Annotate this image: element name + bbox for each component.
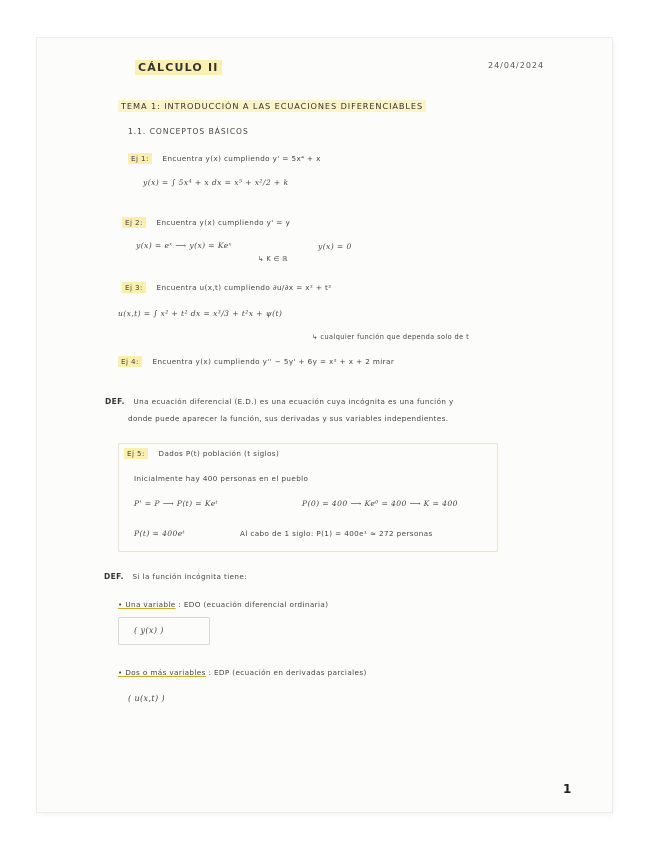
definition-2 xyxy=(104,572,247,581)
example-2-note: ↳ K ∈ ℝ xyxy=(258,255,288,263)
example-5-text: Dados P(t) población (t siglos) xyxy=(158,449,280,458)
definition-1-line-1 xyxy=(105,397,454,406)
example-4-text: Encuentra y(x) cumpliendo y'' − 5y' + 6y = x² + x + 2 mirar xyxy=(152,357,395,366)
example-3-label: Ej 3: xyxy=(122,282,146,293)
example-2-solution-a: y(x) = eˣ ⟶ y(x) = Keˣ xyxy=(136,241,232,250)
bullet-2-text: : EDP (ecuación en derivadas parciales) xyxy=(208,668,367,677)
example-5-line-2a: P' = P ⟶ P(t) = Keᵗ xyxy=(134,499,218,508)
bullet-2 xyxy=(118,668,367,677)
example-4 xyxy=(118,357,394,366)
example-5-line-2b: P(0) = 400 ⟶ Ke⁰ = 400 ⟶ K = 400 xyxy=(302,499,458,508)
date: 24/04/2024 xyxy=(488,61,545,70)
example-3-solution: u(x,t) = ∫ x² + t² dx = x³/3 + t²x + ψ(t) xyxy=(118,309,283,318)
example-3 xyxy=(122,283,332,292)
tema-title-text: TEMA 1: INTRODUCCIÓN A LAS ECUACIONES DIFERENCIABLES xyxy=(118,100,426,112)
definition-2-text: Si la función incógnita tiene: xyxy=(132,572,248,581)
page-number: 1 xyxy=(563,782,572,796)
definition-1-line-2: donde puede aparecer la función, sus derivadas y sus variables independientes. xyxy=(128,414,449,423)
example-5-label: Ej 5: xyxy=(124,448,148,459)
example-5-line-3a: P(t) = 400eᵗ xyxy=(134,529,185,538)
course-title-text: CÁLCULO II xyxy=(135,60,222,75)
definition-2-label: DEF. xyxy=(104,572,124,581)
example-5 xyxy=(124,449,279,458)
bullet-1-example-box xyxy=(118,617,210,645)
example-2-text: Encuentra y(x) cumpliendo y' = y xyxy=(156,218,291,227)
notebook-page xyxy=(37,38,612,812)
example-5-line-1: Inicialmente hay 400 personas en el pueblo xyxy=(134,474,309,483)
example-2-solution-b: y(x) = 0 xyxy=(318,242,352,251)
example-1-label: Ej 1: xyxy=(128,153,152,164)
definition-1-text-1: Una ecuación diferencial (E.D.) es una ecuación cuya incógnita es una función y xyxy=(133,397,454,406)
example-3-text: Encuentra u(x,t) cumpliendo ∂u/∂x = x² + t² xyxy=(156,283,332,292)
example-4-label: Ej 4: xyxy=(118,356,142,367)
example-1-text: Encuentra y(x) cumpliendo y' = 5x⁴ + x xyxy=(162,154,321,163)
example-2 xyxy=(122,218,290,227)
example-3-note: ↳ cualquier función que dependa solo de t xyxy=(312,333,470,341)
bullet-1 xyxy=(118,600,328,609)
bullet-2-example: ( u(x,t) ) xyxy=(128,694,165,703)
bullet-1-example: ( y(x) ) xyxy=(134,626,164,635)
example-2-label: Ej 2: xyxy=(122,217,146,228)
example-1 xyxy=(128,154,321,163)
course-title xyxy=(135,61,222,74)
definition-1-label: DEF. xyxy=(105,397,125,406)
bullet-1-term: • Una variable xyxy=(118,600,176,609)
section-title: 1.1. CONCEPTOS BÁSICOS xyxy=(128,127,249,136)
example-5-line-3b: Al cabo de 1 siglo: P(1) = 400e¹ ≈ 272 personas xyxy=(240,529,433,538)
bullet-2-term: • Dos o más variables xyxy=(118,668,206,677)
example-1-solution: y(x) = ∫ 5x⁴ + x dx = x⁵ + x²/2 + k xyxy=(143,178,289,187)
tema-title xyxy=(118,101,426,111)
bullet-1-text: : EDO (ecuación diferencial ordinaria) xyxy=(178,600,329,609)
